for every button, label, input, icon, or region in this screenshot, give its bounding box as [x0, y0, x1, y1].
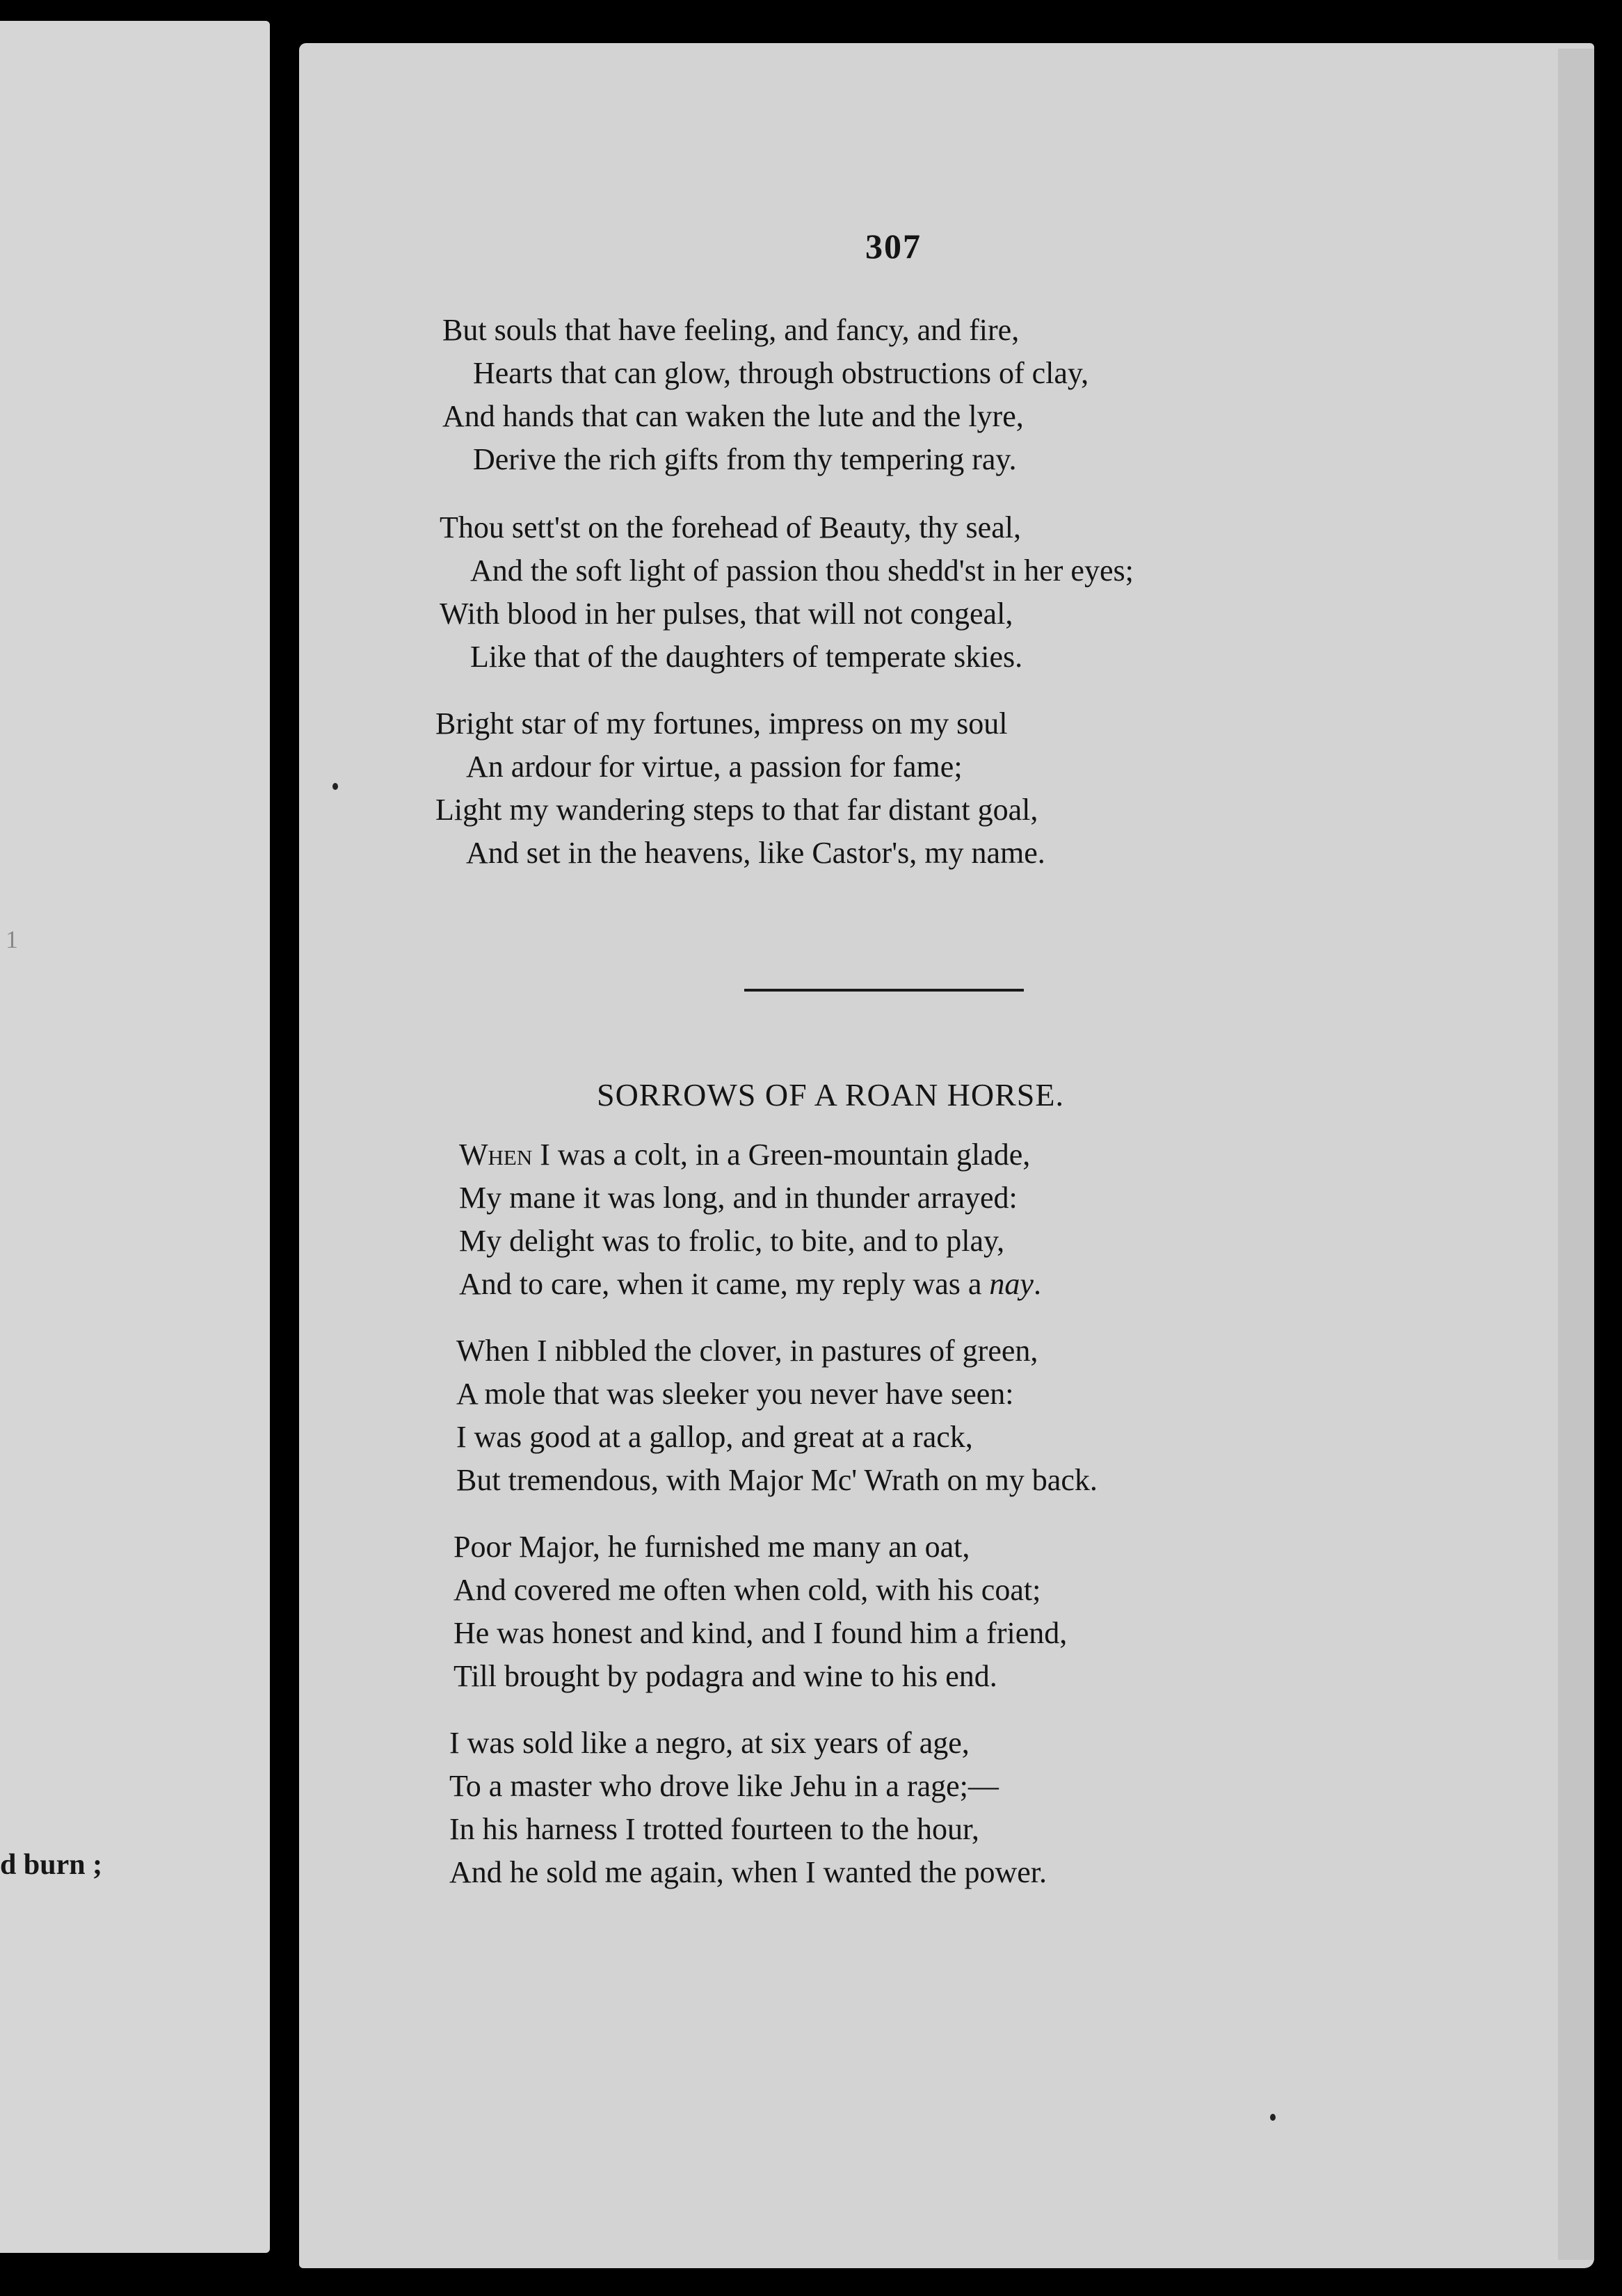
italic-word: nay — [989, 1267, 1034, 1301]
poem-title: SORROWS OF A ROAN HORSE. — [597, 1077, 1064, 1113]
verse-line: Poor Major, he furnished me many an oat, — [453, 1530, 970, 1564]
verse-line: Light my wandering steps to that far distant goal, — [435, 793, 1038, 827]
verse-line: When I nibbled the clover, in pastures of green, — [456, 1334, 1038, 1368]
verse-line: My delight was to frolic, to bite, and to play, — [459, 1224, 1005, 1258]
verse-line: A mole that was sleeker you never have seen: — [456, 1377, 1014, 1411]
verse-line: Till brought by podagra and wine to his end. — [453, 1659, 997, 1693]
drop-word: When — [459, 1138, 533, 1172]
verse-line: Like that of the daughters of temperate skies. — [470, 640, 1023, 674]
verse-line: Derive the rich gifts from thy tempering ray. — [473, 442, 1017, 476]
verse-line: With blood in her pulses, that will not congeal, — [440, 597, 1013, 631]
verse-line: And hands that can waken the lute and the lyre, — [442, 399, 1024, 433]
verse-line: Bright star of my fortunes, impress on my soul — [435, 706, 1008, 741]
verse-line: But souls that have feeling, and fancy, and fire, — [442, 313, 1020, 347]
verse-text: . — [1033, 1267, 1041, 1301]
verse-line: I was good at a gallop, and great at a rack, — [456, 1420, 973, 1454]
verse-text: And to care, when it came, my reply was a — [459, 1267, 990, 1301]
verse-line: And the soft light of passion thou shedd'st in her eyes; — [470, 553, 1134, 588]
verse-line — [459, 1263, 1041, 1306]
verse-line: My mane it was long, and in thunder arrayed: — [459, 1181, 1018, 1215]
poem1-stanza-3 — [435, 702, 1045, 875]
verse-line-rest: I was a colt, in a Green-mountain glade, — [532, 1138, 1031, 1172]
margin-mark: 1 — [6, 925, 18, 953]
poem2-stanza-2 — [456, 1329, 1098, 1502]
poem1-stanza-1 — [442, 309, 1089, 481]
verse-line: An ardour for virtue, a passion for fame; — [466, 750, 963, 784]
verse-line: I was sold like a negro, at six years of age, — [449, 1726, 970, 1760]
left-page-text-fragment: d burn ; — [0, 1849, 103, 1881]
poem1-stanza-2 — [440, 506, 1134, 679]
poem2-stanza-1 — [459, 1133, 1041, 1306]
verse-line: Thou sett'st on the forehead of Beauty, thy seal, — [440, 510, 1021, 544]
verse-line: Hearts that can glow, through obstructions of clay, — [473, 356, 1089, 390]
verse-line: And covered me often when cold, with his coat; — [453, 1573, 1041, 1607]
ink-speck — [332, 783, 338, 790]
verse-line: In his harness I trotted fourteen to the hour, — [449, 1812, 979, 1846]
ink-speck — [1270, 2114, 1276, 2121]
facing-left-page — [0, 21, 270, 2253]
page-edge — [1558, 49, 1594, 2260]
verse-line: And set in the heavens, like Castor's, my name. — [466, 836, 1045, 870]
poem2-stanza-4 — [449, 1722, 1047, 1894]
verse-line: To a master who drove like Jehu in a rage;— — [449, 1769, 999, 1803]
verse-line: He was honest and kind, and I found him a friend, — [453, 1616, 1068, 1650]
verse-line-first — [459, 1133, 1041, 1177]
verse-line: And he sold me again, when I wanted the power. — [449, 1855, 1047, 1889]
verse-line: But tremendous, with Major Mc' Wrath on my back. — [456, 1463, 1098, 1497]
poem2-stanza-3 — [453, 1526, 1067, 1698]
section-divider — [744, 989, 1024, 992]
page-number: 307 — [865, 227, 922, 266]
